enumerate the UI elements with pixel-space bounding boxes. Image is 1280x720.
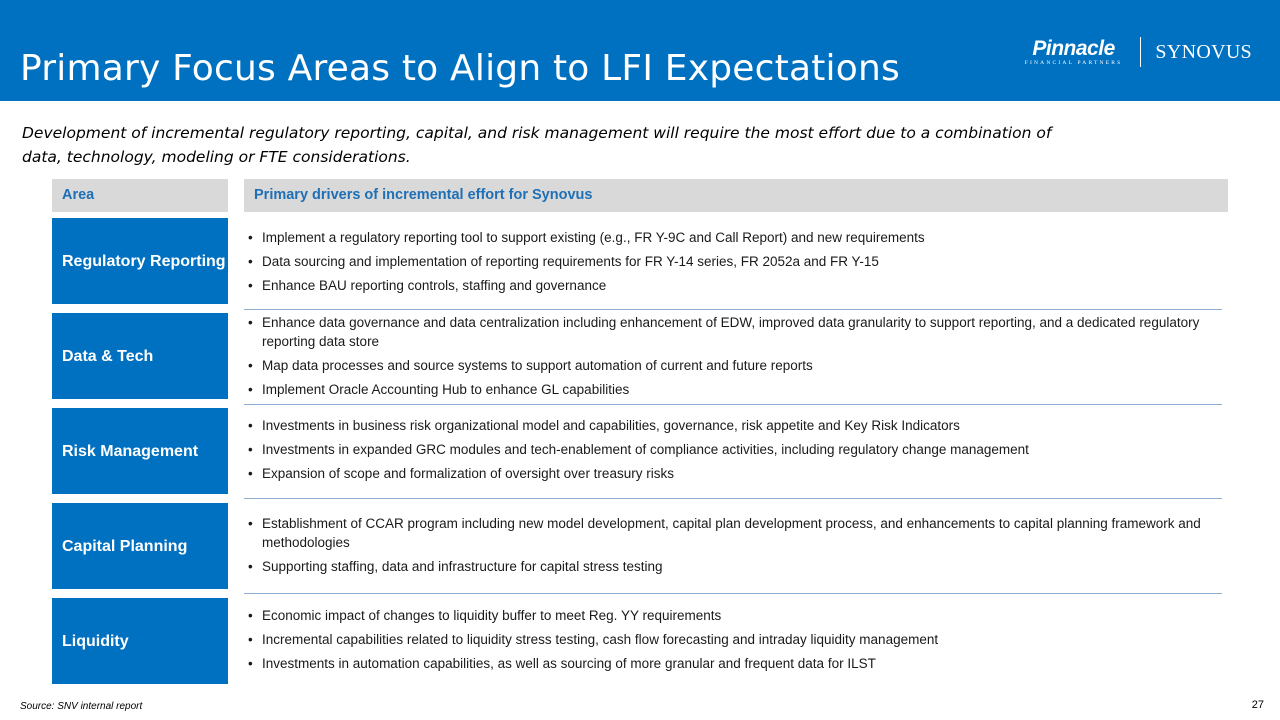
driver-bullet: • Enhance data governance and data centralization including enhancement of EDW, improved data granularity to support reporting, and a dedicated regulatory reporting data store xyxy=(244,313,1228,351)
table-row-regulatory-reporting xyxy=(52,218,1228,304)
driver-bullet: • Expansion of scope and formalization of oversight over treasury risks xyxy=(244,464,1228,483)
source-note: Source: SNV internal report xyxy=(20,701,143,712)
driver-bullet: • Economic impact of changes to liquidity buffer to meet Reg. YY requirements xyxy=(244,606,1228,625)
driver-list-liquidity xyxy=(244,606,1228,678)
slide-subtitle: Development of incremental regulatory reporting, capital, and risk management will require the most effort due to a combination of data, technology, modeling or FTE considerations. xyxy=(22,124,1052,166)
slide-title: Primary Focus Areas to Align to LFI Expectations xyxy=(20,48,900,89)
driver-bullet: • Implement a regulatory reporting tool to support existing (e.g., FR Y-9C and Call Report) and new requirements xyxy=(244,228,1228,247)
column-header-area: Area xyxy=(52,179,228,212)
area-label-capital-planning: Capital Planning xyxy=(52,503,228,589)
row-divider xyxy=(244,404,1222,405)
logo-group xyxy=(1025,36,1252,68)
driver-list-capital-planning xyxy=(244,514,1228,581)
table-row-capital-planning xyxy=(52,503,1228,589)
driver-bullet: • Incremental capabilities related to liquidity stress testing, cash flow forecasting and intraday liquidity management xyxy=(244,630,1228,649)
driver-bullet: • Implement Oracle Accounting Hub to enhance GL capabilities xyxy=(244,380,1228,399)
table-row-risk-management xyxy=(52,408,1228,494)
driver-list-data-tech xyxy=(244,313,1228,404)
page-number: 27 xyxy=(1251,699,1264,711)
row-divider xyxy=(244,309,1222,310)
column-header-drivers: Primary drivers of incremental effort for Synovus xyxy=(244,179,1228,212)
row-divider xyxy=(244,593,1222,594)
logo-divider xyxy=(1140,37,1141,67)
driver-bullet: • Data sourcing and implementation of reporting requirements for FR Y-14 series, FR 2052a and FR Y-15 xyxy=(244,252,1228,271)
pinnacle-logo-subtitle: FINANCIAL PARTNERS xyxy=(1024,60,1123,66)
driver-bullet: • Map data processes and source systems to support automation of current and future reports xyxy=(244,356,1228,375)
row-divider xyxy=(244,498,1222,499)
area-label-data-tech: Data & Tech xyxy=(52,313,228,399)
driver-bullet: • Investments in expanded GRC modules and tech-enablement of compliance activities, including regulatory change management xyxy=(244,440,1228,459)
pinnacle-logo-word: Pinnacle xyxy=(1032,37,1115,60)
driver-bullet: • Investments in automation capabilities, as well as sourcing of more granular and frequent data for ILST xyxy=(244,654,1228,673)
driver-list-regulatory-reporting xyxy=(244,228,1228,300)
driver-list-risk-management xyxy=(244,416,1228,488)
area-label-liquidity: Liquidity xyxy=(52,598,228,684)
driver-bullet: • Investments in business risk organizational model and capabilities, governance, risk appetite and Key Risk Indicators xyxy=(244,416,1228,435)
area-label-regulatory-reporting: Regulatory Reporting xyxy=(52,218,228,304)
driver-bullet: • Supporting staffing, data and infrastructure for capital stress testing xyxy=(244,557,1228,576)
synovus-logo: SYNOVUS xyxy=(1155,40,1252,63)
title-bar xyxy=(0,0,1280,101)
table-row-data-tech xyxy=(52,313,1228,399)
pinnacle-logo xyxy=(1025,38,1123,66)
area-label-risk-management: Risk Management xyxy=(52,408,228,494)
driver-bullet: • Enhance BAU reporting controls, staffing and governance xyxy=(244,276,1228,295)
driver-bullet: • Establishment of CCAR program including new model development, capital plan development process, and enhancements to capital planning framework and methodologies xyxy=(244,514,1228,552)
table-row-liquidity xyxy=(52,598,1228,684)
